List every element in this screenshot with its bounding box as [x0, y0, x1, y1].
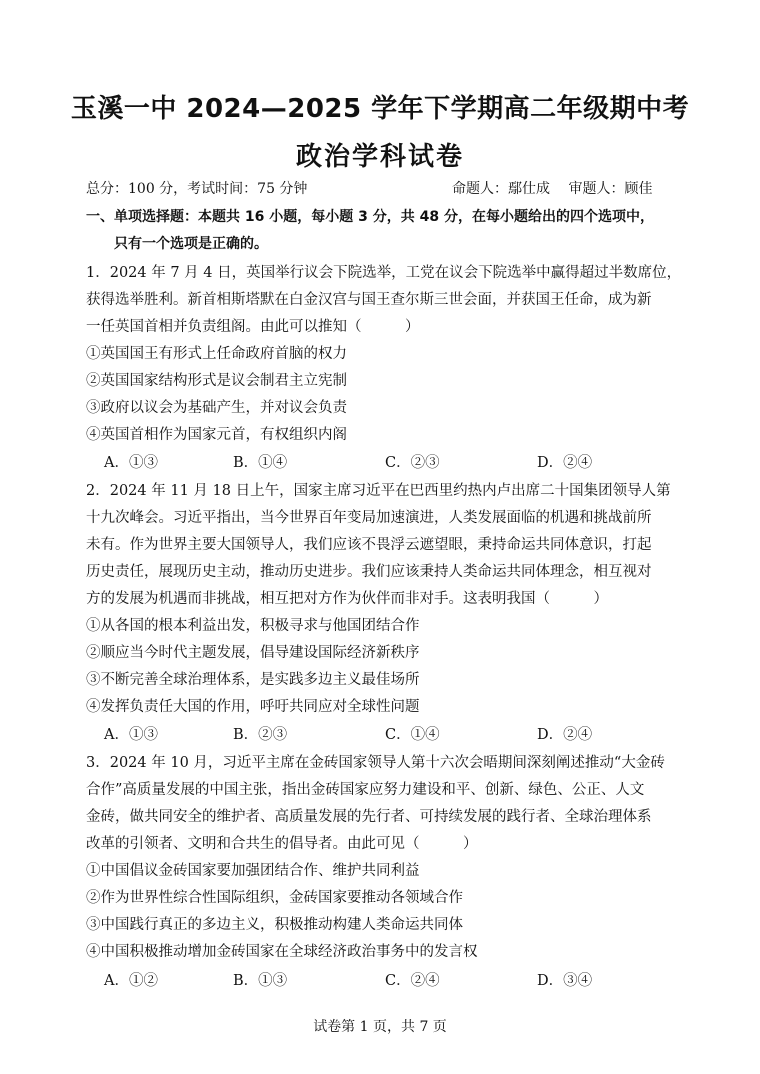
statement-item: ③政府以议会为基础产生，并对议会负责: [86, 400, 347, 416]
question-stem-line: 1．2024 年 7 月 4 日，英国举行议会下院选举，工党在议会下院选举中赢得超过半数席位，: [86, 265, 682, 281]
author-info: 命题人：鄢仕成 审题人：顾佳: [452, 181, 653, 197]
option-d: D．②④: [537, 455, 593, 471]
question-stem-line: 获得选举胜利。新首相斯塔默在白金汉宫与国王查尔斯三世会面，并获国王任命，成为新: [86, 292, 652, 308]
statement-item: ④英国首相作为国家元首，有权组织内阁: [86, 427, 347, 443]
question-stem-line: 十九次峰会。习近平指出，当今世界百年变局加速演进，人类发展面临的机遇和挑战前所: [86, 510, 652, 526]
question-stem-line: 2．2024 年 11 月 18 日上午，国家主席习近平在巴西里约热内卢出席二十国集团领导人第: [86, 483, 671, 499]
statement-item: ③不断完善全球治理体系，是实践多边主义最佳场所: [86, 672, 420, 688]
statement-item: ①英国国王有形式上任命政府首脑的权力: [86, 346, 347, 362]
option-c: C．②④: [385, 973, 440, 989]
question-stem-line: 合作”高质量发展的中国主张，指出金砖国家应努力建设和平、创新、绿色、公正、人文: [86, 782, 645, 798]
question-stem-line: 一任英国首相并负责组阁。由此可以推知（ ）: [86, 319, 420, 335]
option-a: A．①③: [104, 455, 158, 471]
question-stem-line: 方的发展为机遇而非挑战，相互把对方作为伙伴而非对手。这表明我国（ ）: [86, 591, 608, 607]
statement-item: ④中国积极推动增加金砖国家在全球经济政治事务中的发言权: [86, 944, 478, 960]
statement-item: ②作为世界性综合性国际组织，金砖国家要推动各领域合作: [86, 890, 463, 906]
statement-item: ②顺应当今时代主题发展，倡导建设国际经济新秩序: [86, 645, 420, 661]
statement-item: ④发挥负责任大国的作用，呼吁共同应对全球性问题: [86, 699, 420, 715]
question-stem-line: 未有。作为世界主要大国领导人，我们应该不畏浮云遮望眼，秉持命运共同体意识，打起: [86, 537, 652, 553]
exam-subtitle: 政治学科试卷: [295, 142, 464, 172]
option-d: D．②④: [537, 727, 593, 743]
option-c: C．②③: [385, 455, 440, 471]
option-a: A．①②: [104, 973, 158, 989]
option-b: B．②③: [233, 727, 288, 743]
question-stem-line: 3．2024 年 10 月，习近平主席在金砖国家领导人第十六次会晤期间深刻阐述推动“大金砖: [86, 755, 665, 771]
option-b: B．①④: [233, 455, 288, 471]
statement-item: ①从各国的根本利益出发，积极寻求与他国团结合作: [86, 618, 420, 634]
option-b: B．①③: [233, 973, 288, 989]
option-c: C．①④: [385, 727, 440, 743]
exam-title: 玉溪一中 2024—2025 学年下学期高二年级期中考: [70, 94, 690, 124]
section-heading: 一、单项选择题：本题共 16 小题，每小题 3 分，共 48 分，在每小题给出的四个选项中，: [86, 209, 654, 225]
statement-item: ③中国践行真正的多边主义，积极推动构建人类命运共同体: [86, 917, 463, 933]
option-a: A．①③: [104, 727, 158, 743]
question-stem-line: 金砖，做共同安全的维护者、高质量发展的先行者、可持续发展的践行者、全球治理体系: [86, 809, 652, 825]
question-stem-line: 历史责任，展现历史主动，推动历史进步。我们应该秉持人类命运共同体理念，相互视对: [86, 564, 652, 580]
page-footer: 试卷第 1 页，共 7 页: [313, 1019, 447, 1035]
section-heading-cont: 只有一个选项是正确的。: [114, 236, 268, 252]
question-stem-line: 改革的引领者、文明和合共生的倡导者。由此可见（ ）: [86, 836, 478, 852]
option-d: D．③④: [537, 973, 593, 989]
score-time-info: 总分：100 分，考试时间：75 分钟: [86, 181, 308, 197]
statement-item: ①中国倡议金砖国家要加强团结合作、维护共同利益: [86, 863, 420, 879]
statement-item: ②英国国家结构形式是议会制君主立宪制: [86, 373, 347, 389]
